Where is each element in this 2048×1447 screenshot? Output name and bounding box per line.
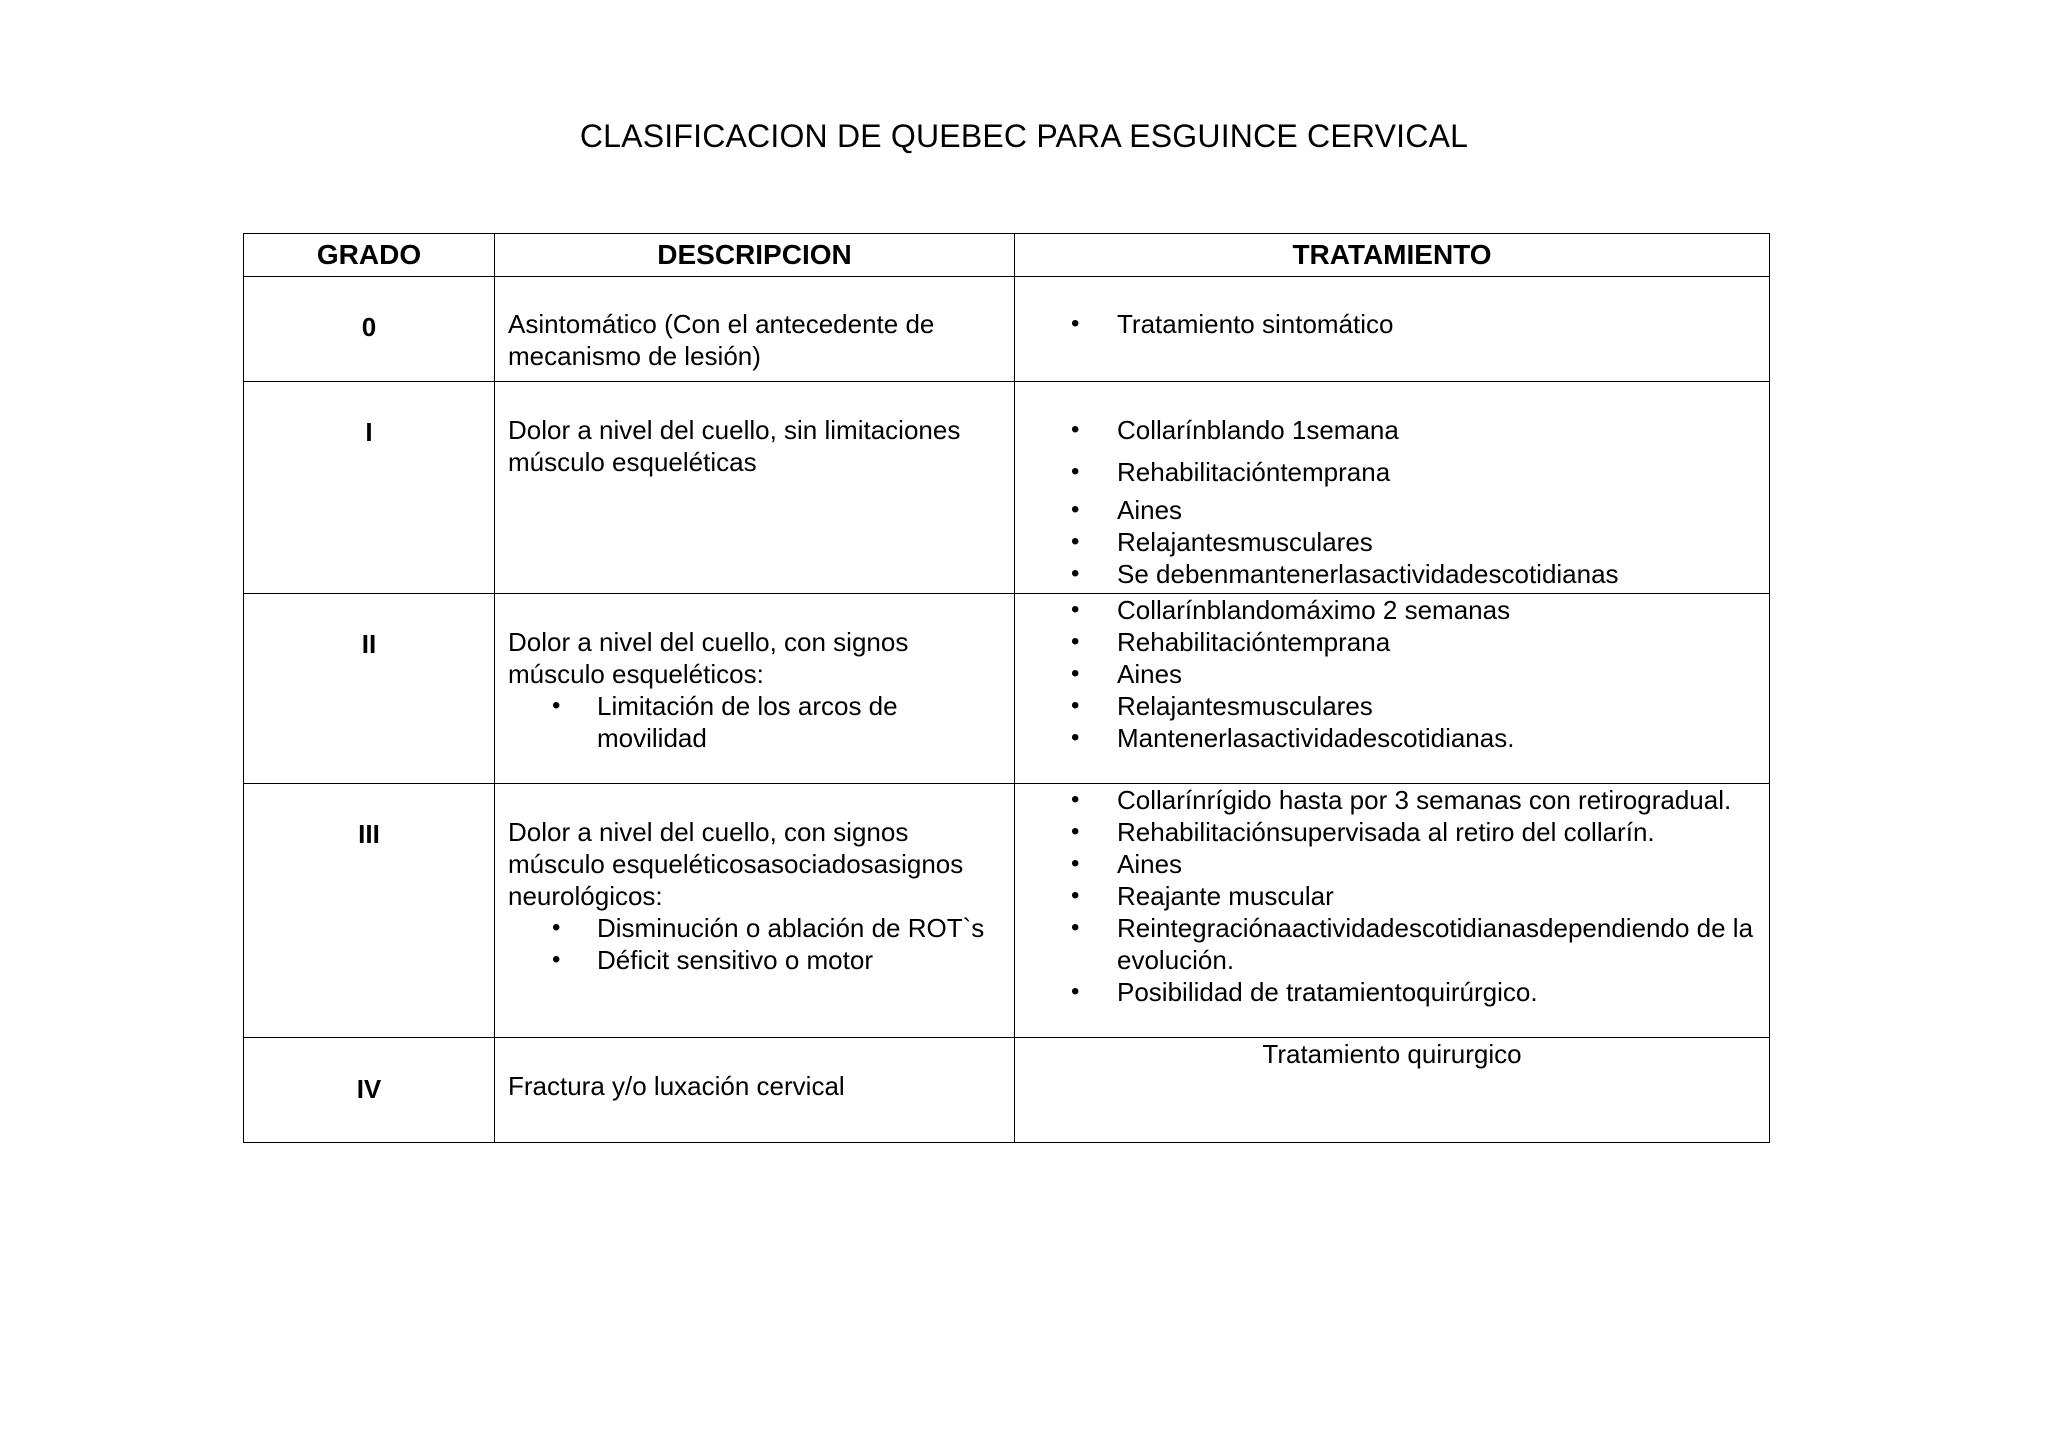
- tratamiento-cell: [1015, 784, 1770, 1038]
- grado-cell: [244, 784, 495, 1038]
- descripcion-cell: [495, 1038, 1015, 1143]
- header-grado: GRADO: [244, 234, 495, 277]
- descripcion-list: [508, 690, 1006, 754]
- descripcion-cell: [495, 382, 1015, 594]
- tratamiento-list: [1015, 594, 1769, 754]
- list-item: • Aines: [1117, 494, 1769, 526]
- list-item: • Limitación de los arcos de movilidad: [597, 690, 1006, 754]
- table-row-grado-iii: [244, 784, 1770, 1038]
- header-tratamiento: TRATAMIENTO: [1015, 234, 1770, 277]
- tratamiento-text: Tratamiento quirurgico: [1262, 1039, 1522, 1069]
- grado-cell: [244, 1038, 495, 1143]
- descripcion-text: Asintomático (Con el antecedente de mecanismo de lesión): [508, 309, 935, 371]
- list-item: • Aines: [1117, 848, 1769, 880]
- list-item: • Relajantesmusculares: [1117, 690, 1769, 722]
- page-title: CLASIFICACION DE QUEBEC PARA ESGUINCE CERVICAL: [579, 118, 1469, 154]
- descripcion-cell: [495, 784, 1015, 1038]
- list-item: • Tratamiento sintomático: [1117, 308, 1769, 340]
- list-item: • Rehabilitaciónsupervisada al retiro del collarín.: [1117, 816, 1769, 848]
- list-item: • Rehabilitacióntemprana: [1117, 626, 1769, 658]
- list-item: • Disminución o ablación de ROT`s: [597, 912, 1006, 944]
- descripcion-cell: [495, 594, 1015, 784]
- tratamiento-cell: [1015, 594, 1770, 784]
- tratamiento-cell: [1015, 277, 1770, 382]
- list-item: • Posibilidad de tratamientoquirúrgico.: [1117, 976, 1769, 1008]
- tratamiento-list: [1015, 308, 1769, 340]
- descripcion-list: [508, 912, 1006, 976]
- descripcion-text: Fractura y/o luxación cervical: [508, 1071, 845, 1101]
- tratamiento-cell: [1015, 382, 1770, 594]
- list-item: • Relajantesmusculares: [1117, 526, 1769, 558]
- tratamiento-list: [1015, 784, 1769, 1008]
- grado-cell: [244, 594, 495, 784]
- grado-cell: [244, 277, 495, 382]
- list-item: • Mantenerlasactividadescotidianas.: [1117, 722, 1769, 754]
- header-row: [244, 234, 1770, 277]
- tratamiento-cell: [1015, 1038, 1770, 1143]
- list-item: • Rehabilitacióntemprana: [1117, 456, 1769, 488]
- table-row-grado-ii: [244, 594, 1770, 784]
- table-row-grado-iv: [244, 1038, 1770, 1143]
- list-item: • Collarínblando 1semana: [1117, 414, 1769, 446]
- grado-cell: [244, 382, 495, 594]
- descripcion-text: Dolor a nivel del cuello, sin limitaciones músculo esqueléticas: [508, 415, 961, 477]
- table-row-grado-i: [244, 382, 1770, 594]
- list-item: • Reintegraciónaactividadescotidianasdependiendo de la evolución.: [1117, 912, 1769, 976]
- list-item: • Collarínrígido hasta por 3 semanas con retirogradual.: [1117, 784, 1769, 816]
- list-item: • Collarínblandomáximo 2 semanas: [1117, 594, 1769, 626]
- grado-value: 0: [361, 312, 377, 342]
- grado-value: IV: [356, 1074, 382, 1104]
- grado-value: II: [361, 629, 377, 659]
- descripcion-text: Dolor a nivel del cuello, con signos músculo esqueléticosasociadosasignos neurológicos:: [508, 817, 964, 911]
- list-item: • Aines: [1117, 658, 1769, 690]
- list-item: • Se debenmantenerlasactividadescotidianas: [1117, 558, 1769, 590]
- grado-value: III: [358, 819, 380, 849]
- table-row-grado-0: [244, 277, 1770, 382]
- quebec-classification-table: [243, 233, 1770, 1143]
- tratamiento-list: [1015, 414, 1769, 590]
- descripcion-text: Dolor a nivel del cuello, con signos músculo esqueléticos:: [508, 627, 909, 689]
- list-item: • Déficit sensitivo o motor: [597, 944, 1006, 976]
- grado-value: I: [365, 417, 373, 447]
- list-item: • Reajante muscular: [1117, 880, 1769, 912]
- header-descripcion: DESCRIPCION: [495, 234, 1015, 277]
- descripcion-cell: [495, 277, 1015, 382]
